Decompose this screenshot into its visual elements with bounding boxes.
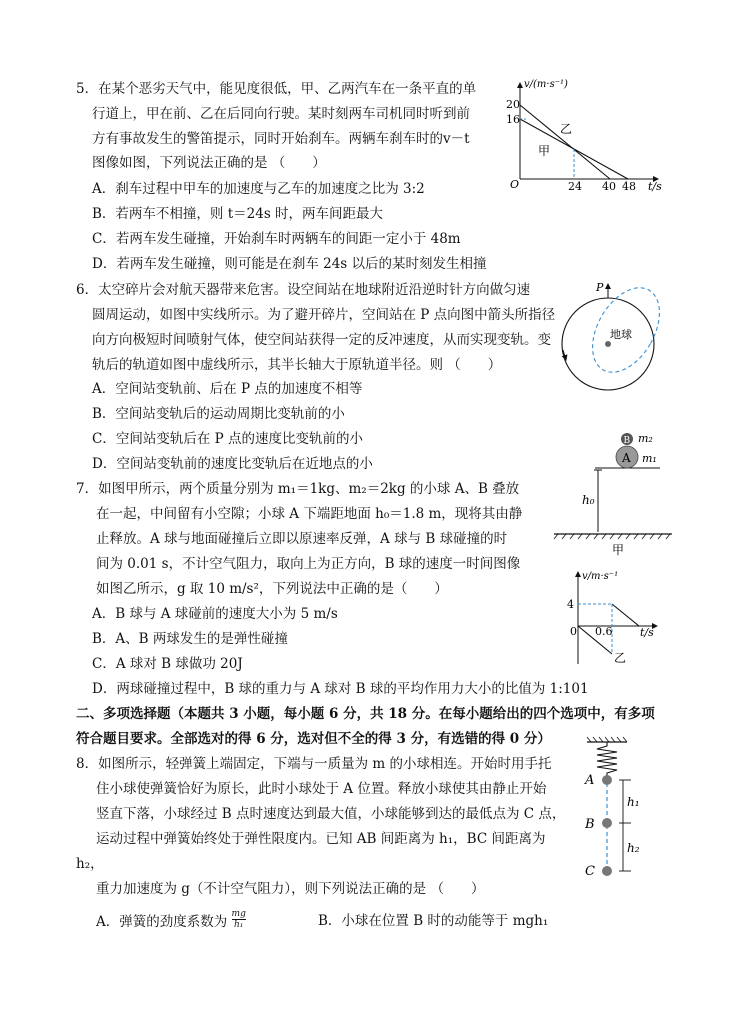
q6-option-c[interactable]: C．空间站变轨后在 P 点的速度比变轨前的小 <box>92 431 363 447</box>
q7-m2-label: m₂ <box>638 432 653 445</box>
q8-ceiling-hatch <box>587 737 627 742</box>
q5-option-c[interactable]: C．若两车发生碰撞，开始刹车时两辆车的间距一定小于 48m <box>92 231 461 247</box>
q6-line-3: 向方向极短时间喷射气体，使空间站获得一定的反冲速度，从而实现变轨。变 <box>92 332 551 348</box>
q5-xtick-24: 24 <box>568 180 582 193</box>
q8-fraction-numerator: mg <box>231 909 246 919</box>
q8-option-a[interactable] <box>96 909 246 933</box>
q7-h0-label: h₀ <box>582 493 595 507</box>
section2-heading-1: 二、多项选择题（本题共 3 小题，每小题 6 分，共 18 分。在每小题给出的四个选项中，有多项 <box>76 706 655 722</box>
q8-label-h2: h₂ <box>627 841 640 855</box>
q8-spring <box>597 742 617 776</box>
q7-option-d[interactable]: D．两球碰撞过程中，B 球的重力与 A 球对 B 球的平均作用力大小的比值为 1:101 <box>92 681 589 697</box>
q8-line-4: 运动过程中弹簧始终处于弹性限度内。已知 AB 间距离为 h₁，BC 间距离为 <box>96 831 546 847</box>
q6-line-2: 圆周运动，如图中实线所示。为了避开碎片，空间站在 P 点向图中箭头所指径 <box>92 307 556 323</box>
q5-line-yi <box>520 105 610 179</box>
section2-heading-2: 符合题目要求。全部选对的得 6 分，选对但不全的得 3 分，有选错的得 0 分） <box>76 731 551 747</box>
q5-option-b[interactable]: B．若两车不相撞，则 t＝24s 时，两车间距最大 <box>92 206 384 222</box>
q8-label-b: B <box>585 817 595 832</box>
q8-spring-figure <box>575 736 675 884</box>
q5-xlabel: t/s <box>648 180 662 193</box>
q6-earth-label: 地球 <box>610 328 632 341</box>
q8-line-6: 重力加速度为 g（不计空气阻力），则下列说法正确的是 （ ） <box>96 881 485 897</box>
q7-line-5: 如图乙所示，g 取 10 m/s²，下列说法中正确的是（ ） <box>96 581 448 597</box>
q5-option-a[interactable]: A．刹车过程中甲车的加速度与乙车的加速度之比为 3:2 <box>92 181 425 197</box>
q6-earth <box>605 341 611 347</box>
q5-line-1: 5．在某个恶劣天气中，能见度很低，甲、乙两汽车在一条平直的单 <box>76 81 477 97</box>
q7-option-c[interactable]: C．A 球对 B 球做功 20J <box>92 656 243 672</box>
q8-label-c: C <box>585 864 595 879</box>
q5-line-2: 行道上，甲在前、乙在后同向行驶。某时刻两车司机同时听到前 <box>92 106 470 122</box>
q6-line-4: 轨后的轨道如图中虚线所示，其半长轴大于原轨道半径。则 （ ） <box>92 357 502 373</box>
q7-ball-b-label: B <box>623 436 631 446</box>
q7-yi-xlabel: t/s <box>640 626 654 639</box>
q7-yi-v-up <box>612 604 639 626</box>
q5-ytick-16: 16 <box>506 113 520 126</box>
q5-label-yi: 乙 <box>560 122 573 136</box>
q8-line-1: 8．如图所示，轻弹簧上端固定，下端与一质量为 m 的小球相连。开始时用手托 <box>76 756 552 772</box>
q5-vt-graph <box>500 75 670 195</box>
q5-origin: O <box>510 178 520 191</box>
q7-line-1: 7．如图甲所示，两个质量分别为 m₁＝1kg、m₂＝2kg 的小球 A、B 叠放 <box>76 481 520 497</box>
q7-option-b[interactable]: B．A、B 两球发生的是弹性碰撞 <box>92 631 288 647</box>
q7-jia-caption: 甲 <box>612 543 625 557</box>
q7-line-4: 间为 0.01 s，不计空气阻力，取向上为正方向，B 球的速度一时间图像 <box>96 556 521 572</box>
q7-yi-xtick: 0.6 <box>595 625 613 638</box>
q5-xtick-40: 40 <box>602 180 616 193</box>
q5-ylabel: v/(m·s⁻¹) <box>524 79 568 90</box>
q8-ball-c <box>602 866 612 876</box>
q7-yi-origin: 0 <box>570 625 577 638</box>
q8-label-a: A <box>585 773 595 788</box>
q6-line-1: 6．太空碎片会对航天器带来危害。设空间站在地球附近沿逆时针方向做匀速 <box>76 282 531 298</box>
q7-yi-caption: 乙 <box>614 651 627 665</box>
q5-option-d[interactable]: D．若两车发生碰撞，则可能是在刹车 24s 以后的某时刻发生相撞 <box>92 256 487 272</box>
q7-line-3: 止释放。A 球与地面碰撞后立即以原速率反弹，A 球与 B 球碰撞的时 <box>96 531 508 547</box>
q7-line-2: 在一起，中间留有小空隙；小球 A 下端距地面 h₀＝1.8 m，现将其由静 <box>96 506 523 522</box>
q6-orbit-figure <box>558 280 668 395</box>
q7-figure-jia <box>550 428 680 560</box>
q5-line-4: 图像如图，下列说法正确的是 （ ） <box>92 155 326 171</box>
q8-option-a-fraction <box>232 909 246 930</box>
q8-ball-b <box>602 818 612 828</box>
q6-option-b[interactable]: B．空间站变轨后的运动周期比变轨前的小 <box>92 406 345 422</box>
q7-figure-yi <box>562 566 672 666</box>
q7-option-a[interactable]: A．B 球与 A 球碰前的速度大小为 5 m/s <box>92 606 338 622</box>
q6-p-label: P <box>596 281 604 294</box>
q7-m1-label: m₁ <box>642 452 657 465</box>
q5-label-jia: 甲 <box>538 144 551 158</box>
q5-line-3: 方有事故发生的警笛提示，同时开始刹车。两辆车刹车时的v－t <box>92 131 470 147</box>
q5-ytick-20: 20 <box>506 98 520 111</box>
q7-ball-a-label: A <box>622 451 631 465</box>
q6-option-a[interactable]: A．空间站变轨前、后在 P 点的加速度不相等 <box>92 381 363 397</box>
q7-yi-ylabel: v/m·s⁻¹ <box>582 571 619 582</box>
q7-yi-ytick-4: 4 <box>567 598 574 611</box>
q8-label-h1: h₁ <box>627 795 640 809</box>
q8-fraction-denominator: h₁ <box>233 920 244 930</box>
q8-line-2: 住小球使弹簧恰好为原长，此时小球处于 A 位置。释放小球使其由静止开始 <box>96 781 547 797</box>
q8-option-b[interactable]: B．小球在位置 B 时的动能等于 mgh₁ <box>318 913 549 929</box>
q7-ground-hatch <box>554 534 670 539</box>
q6-option-d[interactable]: D．空间站变轨前的速度比变轨后在近地点的小 <box>92 456 373 472</box>
q8-ball-a <box>602 775 612 785</box>
q8-option-a-text: A．弹簧的劲度系数为 <box>96 914 228 930</box>
q8-line-3: 竖直下落，小球经过 B 点时速度达到最大值，小球能够到达的最低点为 C 点， <box>96 806 566 822</box>
q5-xtick-48: 48 <box>622 180 636 193</box>
q8-line-5: h₂， <box>76 856 104 872</box>
